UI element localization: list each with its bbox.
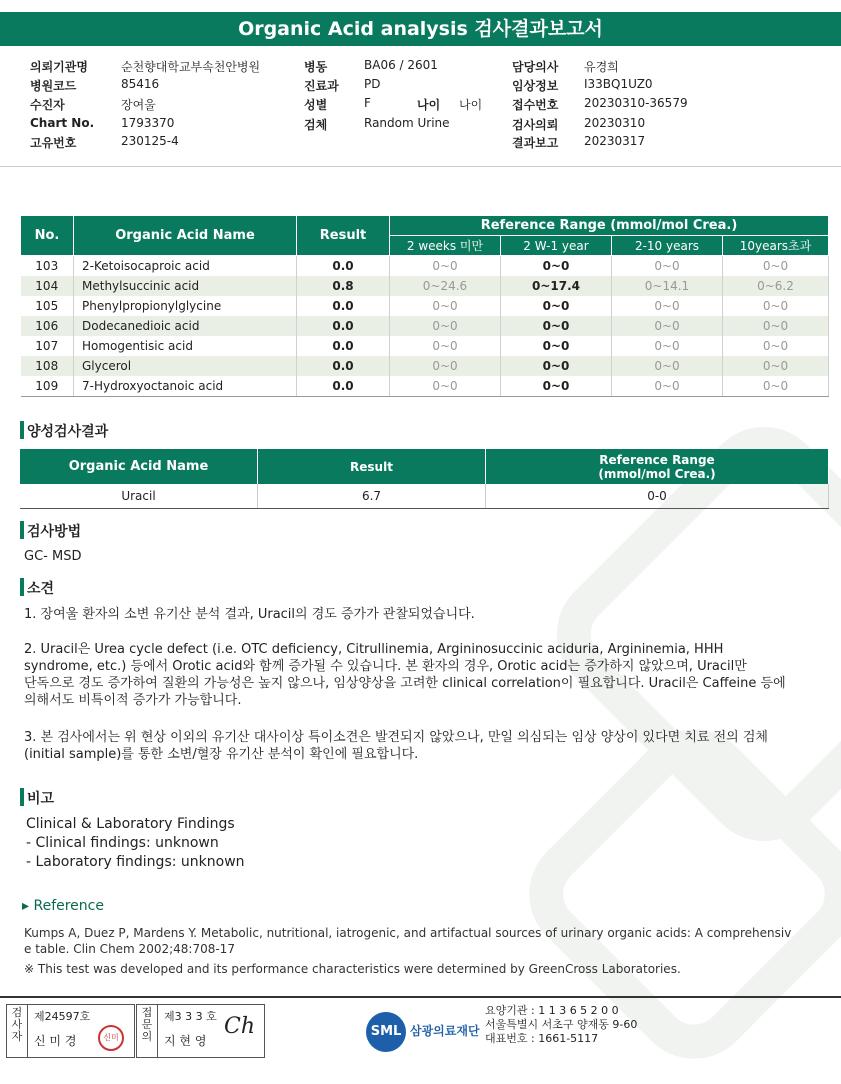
col-ref-2-10years: 2-10 years xyxy=(612,236,723,256)
info-label: 결과보고 xyxy=(512,136,559,150)
cell-r2: 0~0 xyxy=(501,336,612,356)
info-label: 진료과 xyxy=(304,79,339,93)
col-result: Result xyxy=(297,216,390,256)
col-name: Organic Acid Name xyxy=(74,216,297,256)
cell-result: 0.8 xyxy=(297,276,390,296)
cell-r1: 0~0 xyxy=(390,356,501,376)
age-label: 나이 xyxy=(417,98,441,112)
cell-r4: 0~0 xyxy=(723,256,829,277)
method-text: GC- MSD xyxy=(24,549,82,564)
cell-r3: 0~0 xyxy=(612,316,723,336)
reviewer-label: 접 문 의 xyxy=(136,1004,158,1058)
examiner-box xyxy=(27,1004,135,1058)
cell-r1: 0~0 xyxy=(390,376,501,396)
cell-no: 109 xyxy=(21,376,74,396)
opinion-p2: 2. Uracil은 Urea cycle defect (i.e. OTC deficiency, Citrullinemia, Argininosuccinic aciduria, Argininemia, HHH syndrome, etc.) 등에서 Orotic acid와 함께 증가될 수 있습니다. 본 환자의 경우, Orotic acid는 증가하지 않았으며, Uracil만 단독으로 경도 증가하여 질환의 가능성은 높지 않으나, 임상양상을 고려한 clinical correlation이 필요합니다. Uracil은 Caffeine 등에 의해서도 비특이적 증가가 가능합니다. xyxy=(24,642,786,708)
cell-name: Methylsuccinic acid xyxy=(74,276,297,296)
col-no: No. xyxy=(21,216,74,256)
info-value: 20230317 xyxy=(584,134,646,148)
info-value: 20230310-36579 xyxy=(584,96,688,110)
cell-result: 0.0 xyxy=(297,376,390,396)
cell-r1: 0~0 xyxy=(390,336,501,356)
cell-r2: 0~0 xyxy=(501,376,612,396)
info-label: 접수번호 xyxy=(512,98,559,112)
cell-result: 0.0 xyxy=(297,296,390,316)
pos-col-ref: Reference Range (mmol/mol Crea.) xyxy=(486,449,829,484)
cell-r4: 0~0 xyxy=(723,316,829,336)
info-label: 의뢰기관명 xyxy=(30,60,88,74)
cell-name: Phenylpropionylglycine xyxy=(74,296,297,316)
cell-no: 107 xyxy=(21,336,74,356)
cell-r3: 0~14.1 xyxy=(612,276,723,296)
cell-no: 108 xyxy=(21,356,74,376)
info-value: 순천향대학교부속천안병원 xyxy=(121,60,261,74)
cell-r1: 0~0 xyxy=(390,316,501,336)
cell-r2: 0~0 xyxy=(501,256,612,277)
info-label: 검체 xyxy=(304,118,328,132)
examiner-stamp: 신미 xyxy=(98,1025,124,1051)
table-row xyxy=(21,296,829,316)
cell-r4: 0~0 xyxy=(723,356,829,376)
info-label: 성별 xyxy=(304,98,328,112)
table-row xyxy=(21,356,829,376)
positive-table xyxy=(20,449,829,509)
age-value: 나이 xyxy=(459,98,483,112)
cell-r3: 0~0 xyxy=(612,256,723,277)
reviewer-signature: Ch xyxy=(224,1014,256,1039)
cell-r4: 0~0 xyxy=(723,296,829,316)
info-label: 검사의뢰 xyxy=(512,118,559,132)
cell-r2: 0~17.4 xyxy=(501,276,612,296)
info-value: 1793370 xyxy=(121,116,175,130)
opinion-section-title: 소견 xyxy=(27,578,54,598)
pos-col-result: Result xyxy=(258,449,486,484)
pos-col-name: Organic Acid Name xyxy=(20,449,258,484)
info-label: Chart No. xyxy=(30,116,95,130)
cell-r4: 0~0 xyxy=(723,336,829,356)
cell-no: 106 xyxy=(21,316,74,336)
cell-r3: 0~0 xyxy=(612,356,723,376)
cell-result: 0.0 xyxy=(297,256,390,277)
reference-note: ※ This test was developed and its performance characteristics were determined by GreenCross Laboratories. xyxy=(24,962,681,976)
remarks-section-title: 비고 xyxy=(27,788,54,808)
col-ref-2weeks: 2 weeks 미만 xyxy=(390,236,501,256)
examiner-number: 제24597호 xyxy=(34,1010,91,1023)
info-label: 병동 xyxy=(304,60,328,74)
pos-ref: 0-0 xyxy=(486,484,829,509)
examiner-name: 신 미 경 xyxy=(34,1034,77,1048)
cell-r1: 0~0 xyxy=(390,256,501,277)
info-value: I33BQ1UZ0 xyxy=(584,77,653,91)
table-row xyxy=(21,376,829,396)
cell-r3: 0~0 xyxy=(612,336,723,356)
cell-r3: 0~0 xyxy=(612,376,723,396)
reviewer-number: 제3 3 3 호 xyxy=(164,1010,217,1023)
table-row xyxy=(21,336,829,356)
footer xyxy=(0,996,841,1066)
result-table xyxy=(20,215,829,397)
info-label: 병원코드 xyxy=(30,79,77,93)
positive-section-title: 양성검사결과 xyxy=(27,421,108,441)
cell-r4: 0~0 xyxy=(723,376,829,396)
cell-name: Homogentisic acid xyxy=(74,336,297,356)
col-ref-2w-1year: 2 W-1 year xyxy=(501,236,612,256)
info-value: 230125-4 xyxy=(121,134,179,148)
info-value: BA06 / 2601 xyxy=(364,58,438,72)
cell-r1: 0~0 xyxy=(390,296,501,316)
col-reference-range: Reference Range (mmol/mol Crea.) xyxy=(390,216,829,236)
table-row xyxy=(21,256,829,277)
table-row xyxy=(21,316,829,336)
info-label: 담당의사 xyxy=(512,60,559,74)
cell-result: 0.0 xyxy=(297,316,390,336)
cell-name: Dodecanedioic acid xyxy=(74,316,297,336)
sml-logo-icon: SML xyxy=(366,1012,406,1052)
org-info: 요양기관 : 1 1 3 6 5 2 0 0 서울특별시 서초구 양재동 9-60 대표번호 : 1661-5117 xyxy=(485,1004,638,1045)
table-row xyxy=(21,276,829,296)
cell-r1: 0~24.6 xyxy=(390,276,501,296)
cell-no: 105 xyxy=(21,296,74,316)
cell-no: 103 xyxy=(21,256,74,277)
opinion-p3: 3. 본 검사에서는 위 현상 이외의 유기산 대사이상 특이소견은 발견되지 않았으나, 만일 의심되는 임상 양상이 있다면 치료 전의 검체 (initial sample)를 통한 소변/혈장 유기산 분석이 확인에 필요합니다. xyxy=(24,730,768,762)
reference-title: ▸ Reference xyxy=(22,898,104,914)
info-label: 수진자 xyxy=(30,98,65,112)
info-value: Random Urine xyxy=(364,116,450,130)
info-label: 고유번호 xyxy=(30,136,77,150)
cell-r4: 0~6.2 xyxy=(723,276,829,296)
cell-name: 7-Hydroxyoctanoic acid xyxy=(74,376,297,396)
cell-result: 0.0 xyxy=(297,356,390,376)
info-value: 85416 xyxy=(121,77,160,91)
col-ref-10years: 10years초과 xyxy=(723,236,829,256)
info-value: PD xyxy=(364,77,381,91)
cell-no: 104 xyxy=(21,276,74,296)
cell-name: 2-Ketoisocaproic acid xyxy=(74,256,297,277)
info-value: F xyxy=(364,96,371,110)
remarks-text: Clinical & Laboratory Findings - Clinical findings: unknown - Laboratory findings: unknown xyxy=(26,816,245,870)
cell-name: Glycerol xyxy=(74,356,297,376)
info-label: 임상정보 xyxy=(512,79,559,93)
method-section-title: 검사방법 xyxy=(27,521,81,541)
examiner-label: 검 사 자 xyxy=(6,1004,28,1058)
opinion-p1: 1. 장여울 환자의 소변 유기산 분석 결과, Uracil의 경도 증가가 관찰되었습니다. xyxy=(24,607,475,622)
cell-r2: 0~0 xyxy=(501,316,612,336)
cell-r2: 0~0 xyxy=(501,356,612,376)
info-value: 장여울 xyxy=(121,98,156,112)
divider xyxy=(0,166,841,167)
org-name: 삼광의료재단 xyxy=(410,1024,480,1038)
info-value: 유경희 xyxy=(584,60,619,74)
report-title: Organic Acid analysis 검사결과보고서 xyxy=(0,12,841,46)
cell-r2: 0~0 xyxy=(501,296,612,316)
pos-name: Uracil xyxy=(20,484,258,509)
cell-r3: 0~0 xyxy=(612,296,723,316)
reviewer-box xyxy=(157,1004,265,1058)
cell-result: 0.0 xyxy=(297,336,390,356)
reviewer-name: 지 현 영 xyxy=(164,1034,207,1048)
info-value: 20230310 xyxy=(584,116,646,130)
pos-result: 6.7 xyxy=(258,484,486,509)
reference-citation: Kumps A, Duez P, Mardens Y. Metabolic, nutritional, iatrogenic, and artifactual sources of urinary organic acids: A comprehensiv e table. Clin Chem 2002;48:708-17 xyxy=(24,926,792,956)
